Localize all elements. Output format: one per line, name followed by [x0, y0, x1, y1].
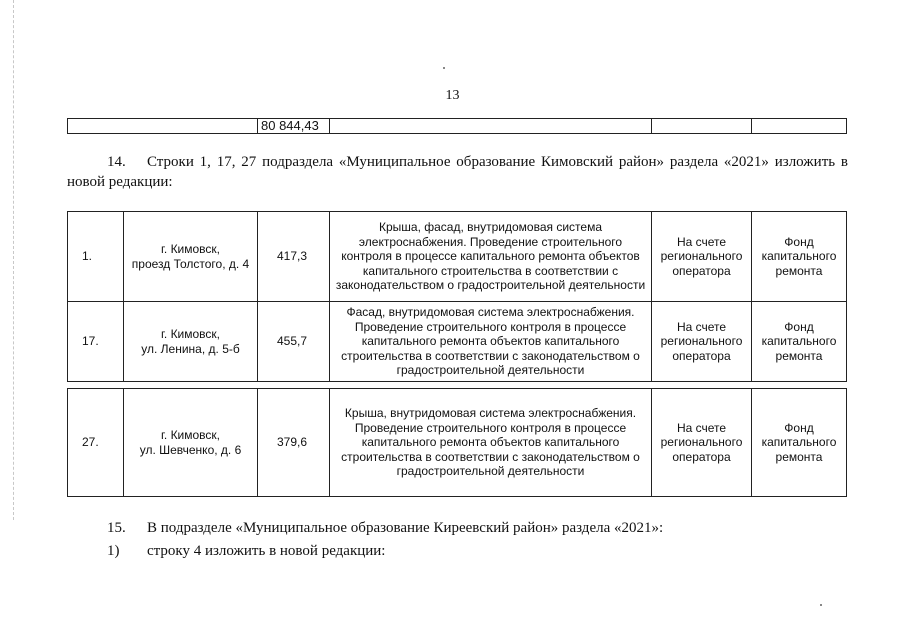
paragraph-number: 15.	[107, 520, 126, 536]
replacement-row-table	[67, 211, 847, 302]
row-address	[124, 389, 258, 497]
row-address	[124, 212, 258, 302]
row-area: 417,3	[258, 212, 330, 302]
address-street: ул. Шевченко, д. 6	[139, 442, 242, 457]
address-street: проезд Толстого, д. 4	[131, 256, 250, 271]
table-row	[68, 212, 847, 302]
sub-item-number: 1)	[107, 543, 120, 559]
row-works: Фасад, внутридомовая система электроснабжения. Проведение строительного контроля в процессе капитального ремонта объектов капитального строительства в соответствии с законодательством о градостроительной деятельности	[330, 302, 652, 382]
row-number: 1.	[68, 212, 124, 302]
replacement-row-table	[67, 301, 847, 382]
row-number: 17.	[68, 302, 124, 382]
table-row	[68, 302, 847, 382]
page-number: 13	[445, 88, 460, 103]
sub-item-text: строку 4 изложить в новой редакции:	[147, 543, 386, 559]
sub-item-1	[67, 541, 385, 561]
table-cell-cost: 80 844,43	[258, 119, 330, 134]
row-fund: Фонд капитального ремонта	[752, 212, 847, 302]
table-cell	[652, 119, 752, 134]
address-city: г. Кимовск,	[160, 326, 221, 341]
paragraph-text: В подразделе «Муниципальное образование Киреевский район» раздела «2021»:	[147, 520, 664, 536]
address-city: г. Кимовск,	[160, 427, 221, 442]
row-works: Крыша, фасад, внутридомовая система электроснабжения. Проведение строительного контроля в процессе капитального ремонта объектов капитального строительства в соответствии с законодательством о градостроительной деятельности	[330, 212, 652, 302]
paragraph-15	[67, 518, 663, 538]
address-street: ул. Ленина, д. 5-б	[141, 341, 240, 356]
row-fund: Фонд капитального ремонта	[752, 302, 847, 382]
row-fund: Фонд капитального ремонта	[752, 389, 847, 497]
paragraph-text: Строки 1, 17, 27 подраздела «Муниципальное образование Кимовский район» раздела «2021» изложить в новой редакции:	[67, 154, 848, 190]
scan-speck	[820, 604, 822, 606]
address-city: г. Кимовск,	[160, 241, 221, 256]
previous-table-fragment	[67, 118, 847, 134]
row-area: 455,7	[258, 302, 330, 382]
row-account: На счете регионального оператора	[652, 389, 752, 497]
scan-speck	[443, 67, 445, 69]
table-cell	[752, 119, 847, 134]
row-address	[124, 302, 258, 382]
replacement-row-table	[67, 388, 847, 497]
paragraph-14	[67, 152, 848, 192]
table-cell	[68, 119, 258, 134]
paragraph-number: 14.	[107, 154, 126, 170]
row-number: 27.	[68, 389, 124, 497]
table-cell	[330, 119, 652, 134]
row-account: На счете регионального оператора	[652, 302, 752, 382]
row-area: 379,6	[258, 389, 330, 497]
table-row	[68, 119, 847, 134]
row-works: Крыша, внутридомовая система электроснабжения. Проведение строительного контроля в процессе капитального ремонта объектов капитального строительства в соответствии с законодательством о градостроительной деятельности	[330, 389, 652, 497]
table-row	[68, 389, 847, 497]
row-account: На счете регионального оператора	[652, 212, 752, 302]
page-margin-line	[13, 0, 14, 520]
